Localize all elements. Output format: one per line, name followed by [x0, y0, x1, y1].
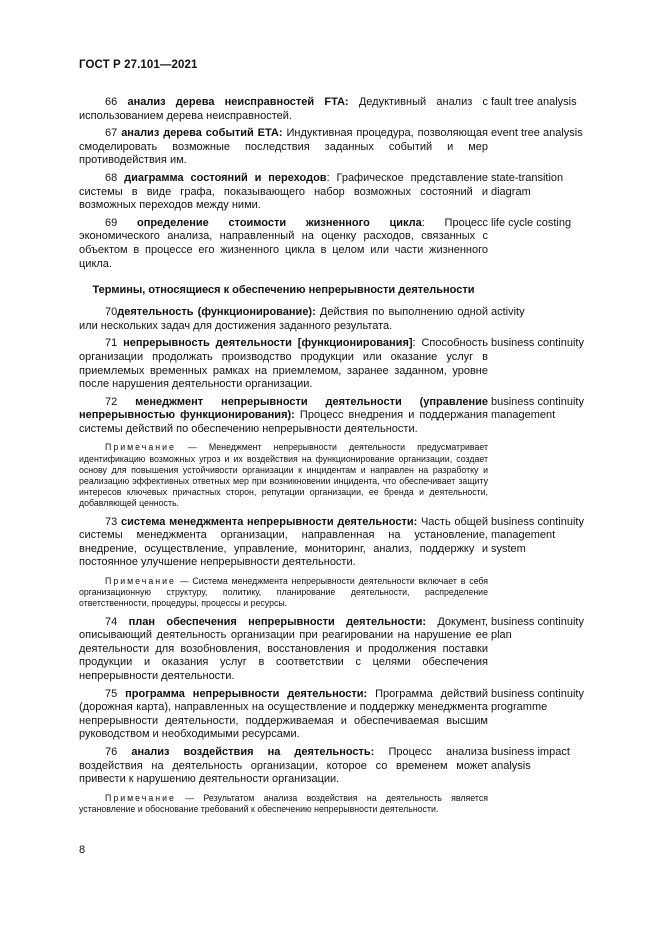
note-text: — Система менеджмента непрерывности деятельности включает в себя организационную структуру, политику, планирование деятельности, распределение ответственности, процедуры, процессы и ресурсы.: [79, 576, 488, 609]
term-definition: : Способность организации продолжать производство продукции или оказание услуг в приемлемых временных рамках на приемлемом, заранее заданном, уровне после нарушения деятельности организации.: [79, 337, 489, 391]
term-name: анализ воздействия на деятельность:: [131, 746, 375, 759]
term-entry-76: [79, 746, 589, 787]
term-name: программа непрерывности деятельности:: [125, 687, 368, 700]
term-entry-67: [79, 127, 589, 168]
term-entry-71: [79, 337, 589, 391]
term-name: план обеспечения непрерывности деятельности:: [128, 615, 426, 628]
term-definition: Процесс анализа воздействия на деятельность организации, которое со временем может привести к нарушению деятельности организации.: [79, 746, 488, 786]
term-number: 67: [105, 127, 118, 140]
term-number: 68: [105, 171, 118, 184]
term-number: 69: [105, 216, 118, 229]
note-label: Примечание: [105, 576, 176, 587]
english-term: business continuity management: [491, 395, 584, 422]
document-body: [79, 96, 589, 821]
english-term: activity: [491, 306, 525, 319]
note-76: [79, 793, 488, 815]
term-number: 76: [105, 746, 118, 759]
term-definition: Индуктивная процедура, позволяющая смоделировать возможные последствия заданных событий и мер противодействия им.: [79, 127, 488, 167]
section-title: Термины, относящиеся к обеспечению непрерывности деятельности: [92, 284, 475, 297]
term-name: менеджмент непрерывности деятельности (управление непрерывностью функционирования):: [79, 395, 488, 422]
term-entry-72: [79, 396, 589, 437]
term-entry-73: [79, 516, 589, 570]
term-number: 73: [105, 515, 118, 528]
english-term: life cycle costing: [491, 216, 572, 229]
term-definition: Дедуктивный анализ с использованием дерева неисправностей.: [79, 96, 489, 122]
note-73: [79, 576, 488, 610]
term-number: 66: [105, 96, 118, 108]
term-number: 71: [105, 337, 118, 350]
term-definition: Документ, описывающий деятельность организации при реагировании на нарушение ее деятельности для возобновления, восстановления и продолжения поставки продукции и оказания услуг в соответствии с целями обеспечения непрерывности деятельности.: [79, 615, 488, 683]
term-definition: : Процесс экономического анализа, направленный на оценку расходов, связанных с объектом в процессе его жизненного цикла в целом или части жизненного цикла.: [79, 216, 488, 270]
term-definition: Часть общей системы менеджмента организации, направленная на установление, внедрение, осуществление, управление, мониторинг, анализ, поддержку и постоянное улучшение непрерывности деятельности.: [79, 515, 488, 569]
english-term: event tree analysis: [491, 127, 583, 140]
term-number: 74: [105, 615, 118, 628]
english-term: business impact analysis: [491, 746, 570, 772]
note-72: [79, 442, 488, 509]
note-label: Примечание: [105, 792, 176, 803]
english-term: business continuity management system: [491, 515, 584, 555]
english-term: fault tree analysis: [491, 96, 577, 108]
term-number: 75: [105, 687, 118, 700]
term-entry-68: [79, 172, 589, 213]
term-name: определение стоимости жизненного цикла: [136, 216, 422, 229]
term-definition: Процесс внедрения и поддержания системы действий по обеспечению непрерывности деятельности.: [79, 409, 488, 435]
term-name: деятельность (функционирование):: [117, 306, 316, 319]
english-term: business continuity: [491, 337, 584, 350]
term-entry-75: [79, 688, 589, 742]
term-number: 72: [105, 395, 118, 408]
term-number: 70: [105, 306, 118, 319]
term-entry-66: [79, 96, 589, 123]
english-term: state-transition diagram: [491, 171, 564, 198]
document-header: ГОСТ Р 27.101—2021: [79, 59, 198, 71]
term-name: анализ дерева неисправностей FTA:: [127, 96, 349, 108]
note-text: — Менеджмент непрерывности деятельности предусматривает идентификацию возможных угроз и их воздействия на функционирование организации, создает основу для повышения устойчивости организации к инцидентам и направлен на разработку и реализацию эффективных ответных мер при возникновении инцидента, что обеспечивает защиту интересов ключевых причастных сторон, репутации организации, ее бренда и деятельности, добавляющей ценность.: [79, 442, 488, 509]
term-entry-69: [79, 217, 589, 271]
note-label: Примечание: [105, 442, 176, 453]
term-definition: : Графическое представление системы в виде графа, показывающего набор возможных состояний и возможных переходов между ними.: [79, 171, 488, 212]
english-term: business continuity plan: [491, 615, 584, 642]
term-name: анализ дерева событий ETA:: [121, 127, 283, 140]
term-entry-70: [79, 306, 589, 333]
term-entry-74: [79, 616, 589, 684]
page-number: 8: [79, 844, 86, 856]
english-term: business continuity programme: [491, 687, 584, 714]
term-definition: Программа действий (дорожная карта), направленных на осуществление и поддержку менеджмента непрерывности деятельности, поддерживаемая и обеспечиваемая высшим руководством и необходимыми ресурсами.: [79, 687, 488, 741]
term-definition: Действия по выполнению одной или нескольких задач для достижения заданного результата.: [79, 306, 488, 332]
note-text: — Результатом анализа воздействия на деятельность является установление и обоснование требований к обеспечению непрерывности деятельности.: [79, 792, 488, 814]
term-name: непрерывность деятельности [функционирования]: [123, 337, 413, 350]
term-name: система менеджмента непрерывности деятельности:: [120, 515, 418, 528]
term-name: диаграмма состояний и переходов: [124, 171, 327, 184]
